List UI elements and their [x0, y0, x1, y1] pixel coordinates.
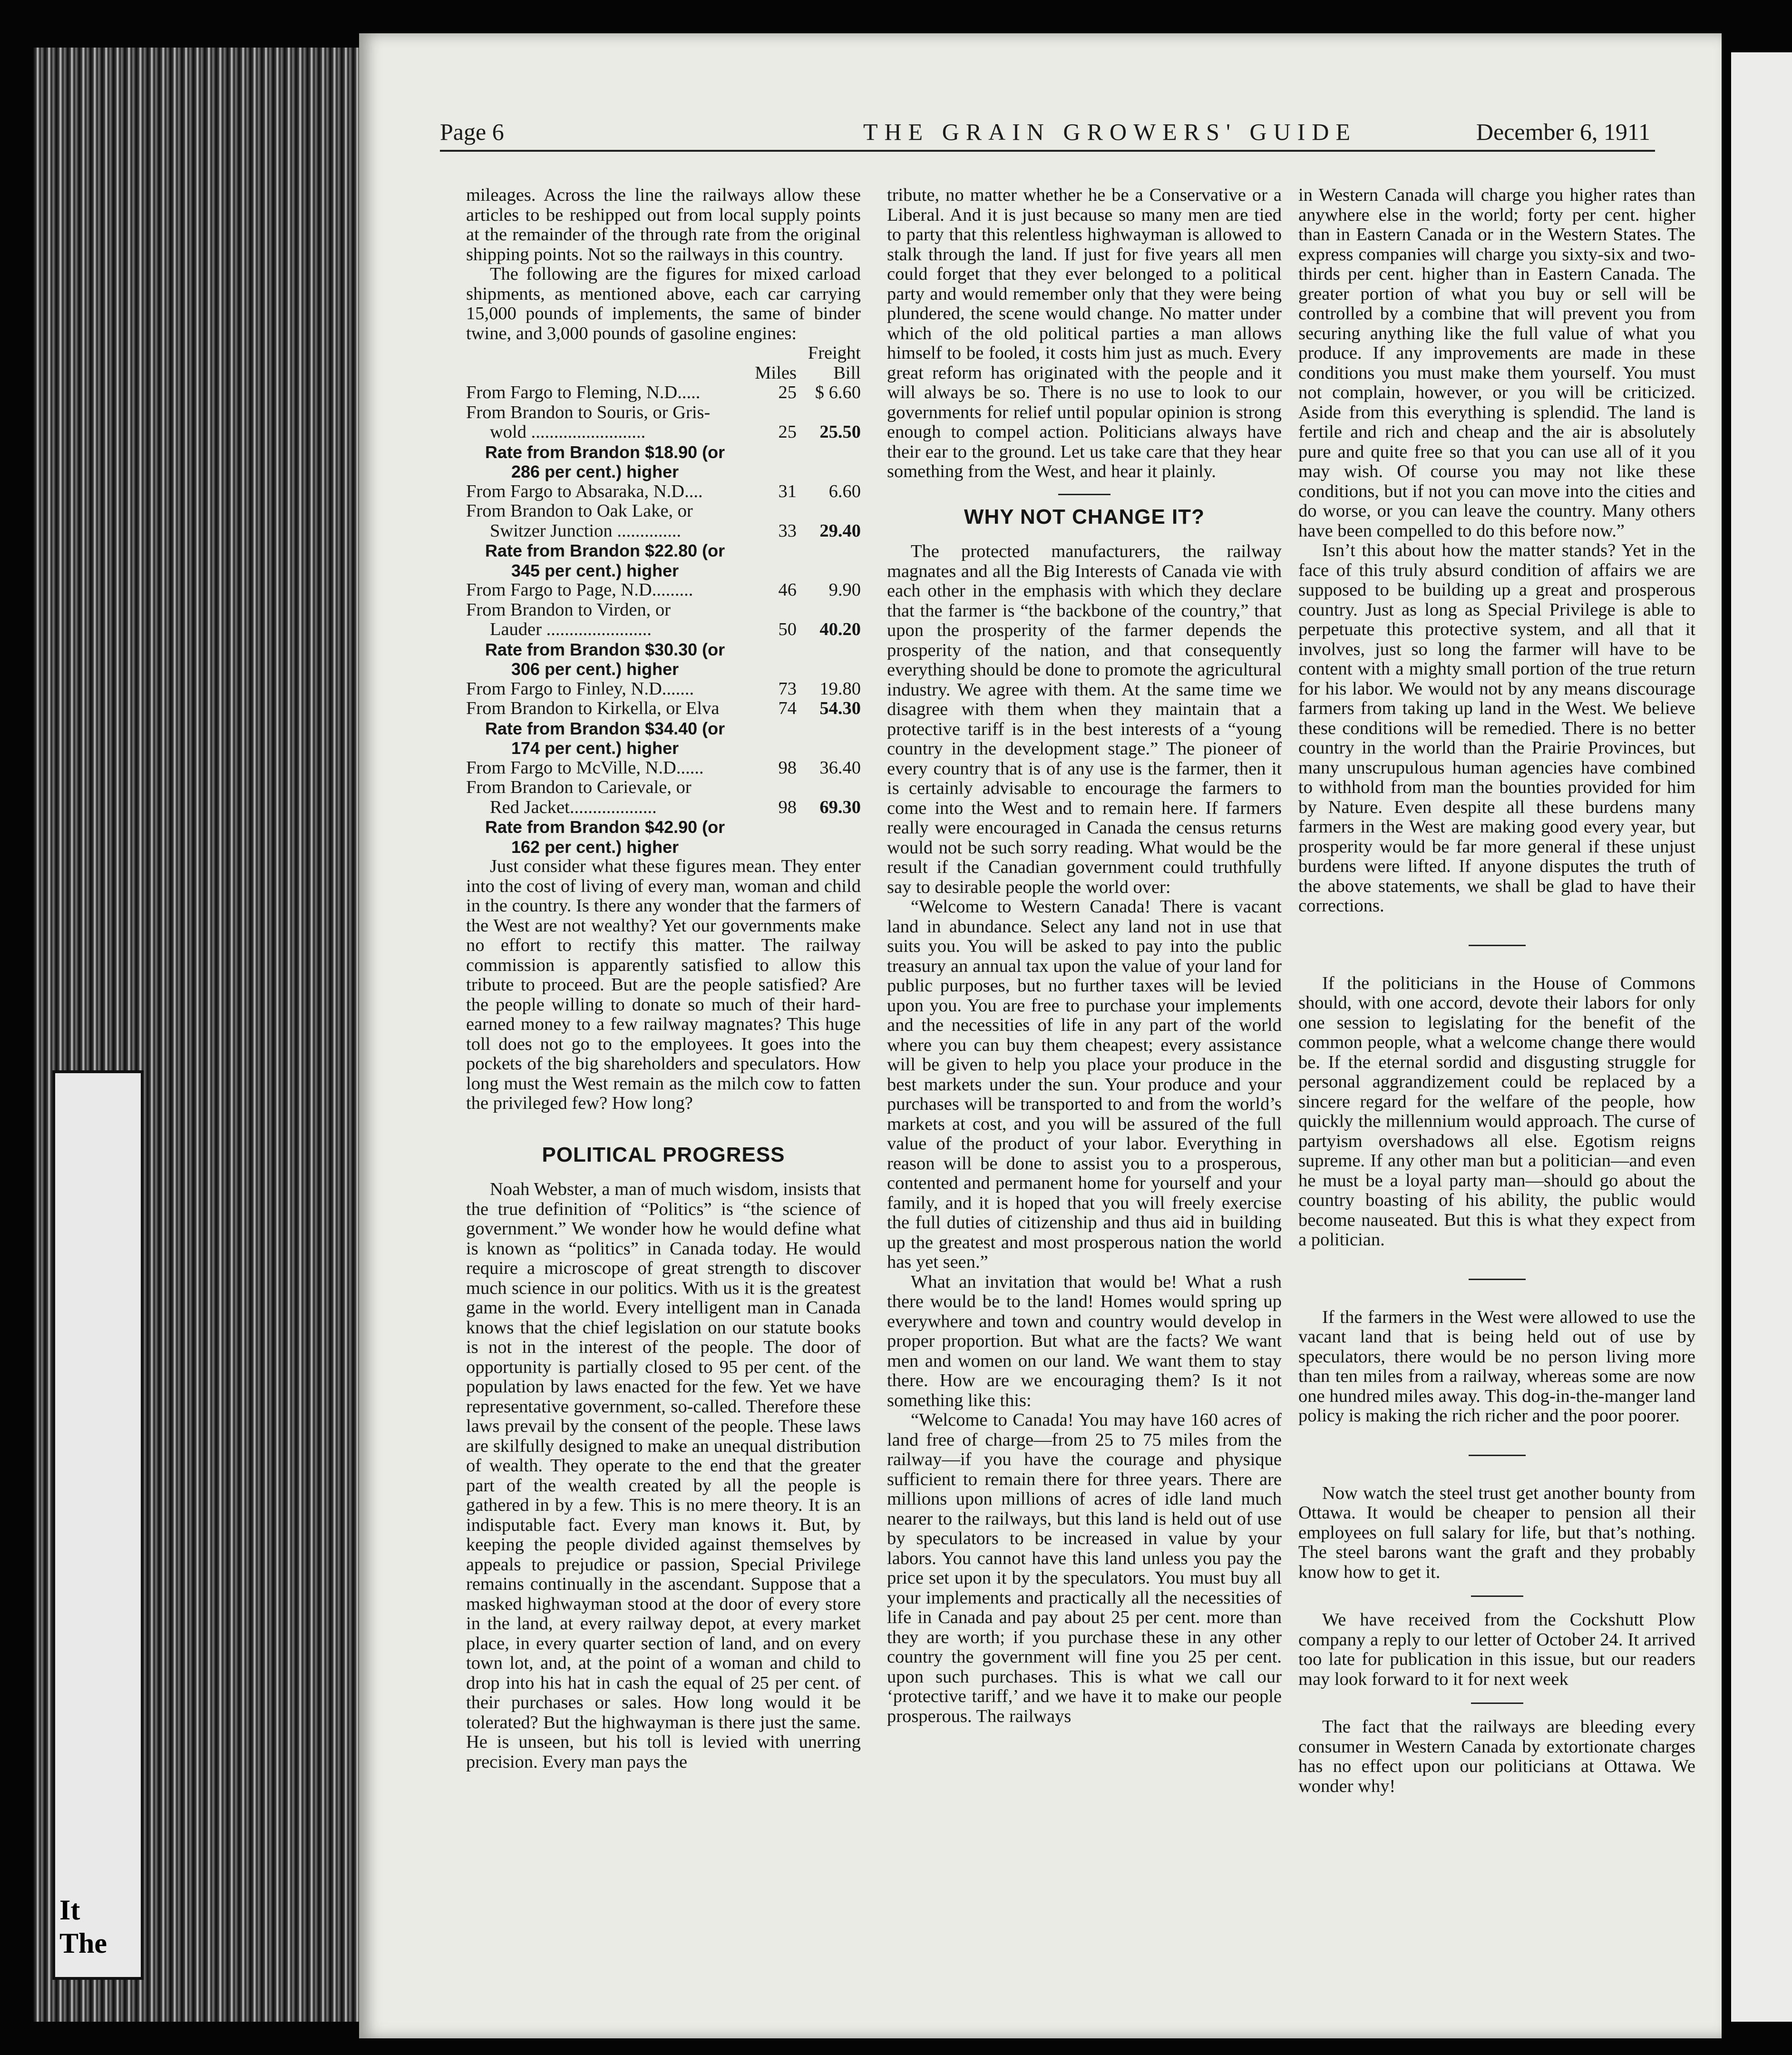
- miles-cell: 74: [778, 698, 797, 718]
- miles-cell: [735, 778, 797, 798]
- rate-difference-row: [466, 719, 861, 739]
- table-row: [466, 580, 861, 600]
- rate-difference-row: [466, 541, 861, 561]
- miles-cell: 98: [778, 797, 797, 817]
- paragraph: The following are the figures for mixed carload shipments, as mentioned above, each car carrying 15,000 pounds of implements, the same of binder twine, and 3,000 pounds of gasoline engines:: [466, 264, 861, 343]
- rate-difference-row: [466, 837, 861, 857]
- miles-cell: 46: [778, 580, 797, 600]
- column-2: [887, 186, 1282, 1726]
- route-cell: From Brandon to Carievale, or: [466, 777, 691, 797]
- route-cell: Lauder .......................: [490, 619, 652, 639]
- bill-cell: 69.30: [819, 797, 861, 817]
- newspaper-page: [359, 33, 1722, 2038]
- table-row: [466, 482, 861, 502]
- bill-cell: 9.90: [828, 580, 861, 600]
- divider: [1469, 1455, 1526, 1456]
- table-row: [466, 679, 861, 699]
- paragraph: Now watch the steel trust get another bounty from Ottawa. It would be cheaper to pension all their employees on full salary for life, but that’s nothing. The steel barons want the graft and they probably know how to get it.: [1298, 1483, 1695, 1582]
- section-heading: WHY NOT CHANGE IT?: [964, 505, 1205, 528]
- rate-difference-row: [466, 659, 861, 679]
- paragraph: mileages. Across the line the railways allow these articles to be reshipped out from local supply points at the remainder of the through rate from the original shipping points. Not so the railways in this country.: [466, 185, 861, 264]
- bill-header: Bill: [833, 362, 861, 383]
- masthead: THE GRAIN GROWERS' GUIDE: [863, 118, 1357, 145]
- paragraph: We have received from the Cockshutt Plow company a reply to our letter of October 24. It arrived too late for publication in this issue, but our readers may look forward to it for next week: [1298, 1610, 1695, 1689]
- table-row: [466, 403, 861, 423]
- route-cell: From Fargo to Fleming, N.D.....: [466, 382, 701, 402]
- section-heading: POLITICAL PROGRESS: [542, 1143, 785, 1166]
- divider: [1471, 1595, 1523, 1597]
- issue-date: December 6, 1911: [1476, 118, 1650, 145]
- bill-cell: 19.80: [819, 678, 861, 699]
- book-page-edges: [33, 48, 361, 2022]
- route-cell: From Brandon to Souris, or Gris-: [466, 402, 711, 422]
- paragraph: Noah Webster, a man of much wisdom, insists that the true definition of “Politics” is “the science of government.” We wonder how he would define what is known as “politics” in Canada today. He would require a microscope of great strength to discover much science in our politics. With us it is the greatest game in the world. Every intelligent man in Canada knows that the chief legislation on our statute books is not in the interest of the people. The door of opportunity is partially closed to 95 per cent. of the population by laws enacted for the few. Yet we have representative government, so-called. Therefore these laws prevail by the consent of the people. These laws are skilfully designed to make an unequal distribution of wealth. They operate to the end that the greater part of the wealth created by all the people is gathered in by a few. This is no mere theory. It is an indisputable fact. Every man knows it. But, by keeping the people divided against themselves by appeals to prejudice or passion, Special Privilege remains continually in the ascendant. Suppose that a masked highwayman stood at the door of every store in the land, at every railway depot, at every market place, in every quarter section of land, and on every town lot, and, at the point of a woman and child to drop into his hat in cash the equal of 25 per cent. of their purchases or sales. How long would it be tolerated? But the highwayman is there just the same. He is unseen, but his toll is levied with unerring precision. Every man pays the: [466, 1179, 861, 1772]
- rate-difference-text: Rate from Brandon $34.40 (or: [485, 718, 725, 738]
- rate-difference-row: [466, 817, 861, 837]
- miles-cell: [735, 600, 797, 620]
- table-row: [466, 620, 861, 640]
- paragraph: “Welcome to Western Canada! There is vacant land in abundance. Select any land not in use that suits you. You will be asked to pay into the public treasury an annual tax upon the value of your land for public purposes, but no further taxes will be levied upon you. You are free to purchase your implements and the necessities of life in any part of the world where you can buy them cheapest; every assistance will be given to help you place your produce in the best markets under the sun. Your produce and your purchases will be transported to and from the world’s markets at cost, and you will be assured of the full value of the product of your labor. Everything in reason will be done to assist you to a prosperous, contented and permanent home for yourself and your family, and it is hoped that you will freely exercise the full duties of citizenship and thus aid in building up the greatest and most prosperous nation the world has yet seen.”: [887, 897, 1282, 1272]
- rate-difference-text: 162 per cent.) higher: [511, 837, 679, 857]
- rate-difference-text: 345 per cent.) higher: [511, 560, 679, 580]
- table-header-row: [466, 363, 861, 383]
- column-3: [1298, 186, 1695, 1796]
- table-row: [466, 699, 861, 719]
- divider: [1469, 945, 1526, 946]
- miles-cell: 31: [778, 481, 797, 501]
- next-page-edge: [1731, 52, 1792, 2022]
- table-row: [466, 600, 861, 620]
- column-1: [466, 186, 861, 1772]
- bill-cell: 36.40: [819, 757, 861, 778]
- paragraph: The fact that the railways are bleeding every consumer in Western Canada by extortionate charges has no effect upon our politicians at Ottawa. We wonder why!: [1298, 1717, 1695, 1796]
- header-rule: [440, 150, 1655, 152]
- divider: [1058, 494, 1110, 495]
- route-cell: From Fargo to McVille, N.D......: [466, 757, 704, 778]
- bill-cell: $ 6.60: [815, 382, 861, 402]
- table-row: [466, 383, 861, 403]
- divider: [1469, 1279, 1526, 1280]
- rate-difference-text: 306 per cent.) higher: [511, 659, 679, 679]
- rate-difference-text: Rate from Brandon $30.30 (or: [485, 639, 725, 659]
- rate-difference-row: [466, 561, 861, 581]
- route-cell: Red Jacket...................: [490, 797, 657, 817]
- table-row: [466, 778, 861, 798]
- paragraph: in Western Canada will charge you higher rates than anywhere else in the world; forty per cent. higher than in Eastern Canada or in the Western States. The express companies will charge you sixty-six and two-thirds per cent. higher than in Eastern Canada. The greater portion of what you buy or sell will be controlled by a combine that will prevent you from securing anything like the full value of what you produce. If any improvements are made in these conditions you must make them yourself. You must not complain, however, or you will be criticized. Aside from this everything is splendid. The land is fertile and rich and cheap and the air is absolutely pure and quite free so that you can use all of it you may wish. Of course you may not like these conditions, but if not you can move into the cities and do worse, or you can leave the country. Many others have been compelled to do this before now.”: [1298, 185, 1695, 541]
- route-cell: wold .........................: [490, 422, 646, 442]
- rate-difference-text: Rate from Brandon $18.90 (or: [485, 442, 725, 462]
- paragraph: The protected manufacturers, the railway magnates and all the Big Interests of Canada vie with each other in the emphasis with which they declare that the farmer is “the backbone of the country,” that upon the prosperity of the farmer depends the prosperity of the nation, and that consequently everything should be done to promote the agricultural industry. We agree with them. At the same time we disagree with them when they maintain that a protective tariff is in the best interests of a “young country in the development stage.” The pioneer of every country that is of any use is the farmer, then it is certainly advisable to encourage the farmers to come into the West and to remain here. If farmers really were encouraged in Canada the census returns would not be such sorry reading. What would be the result if the Canadian government could truthfully say to desirable people the world over:: [887, 541, 1282, 897]
- route-cell: From Fargo to Finley, N.D.......: [466, 678, 694, 699]
- miles-cell: 25: [778, 382, 797, 402]
- miles-cell: 50: [778, 619, 797, 639]
- table-row: [466, 758, 861, 778]
- rate-difference-text: 174 per cent.) higher: [511, 738, 679, 758]
- rate-difference-row: [466, 640, 861, 660]
- miles-cell: [735, 501, 797, 521]
- bill-cell: 6.60: [828, 481, 861, 501]
- miles-cell: 98: [778, 757, 797, 778]
- bill-cell: [797, 403, 861, 423]
- left-page-text: It The: [59, 1894, 107, 1959]
- paragraph: What an invitation that would be! What a rush there would be to the land! Homes would spring up everywhere and town and country would develop in proper proportion. But what are the facts? We want men and women on our land. We want them to stay there. How are we encouraging them? Is it not something like this:: [887, 1272, 1282, 1410]
- paragraph: tribute, no matter whether he be a Conservative or a Liberal. And it is just because so many men are tied to party that this relentless highwayman is allowed to stalk through the land. If just for five years all men could forget that they ever belonged to a political party and would remember only that they were being plundered, the scene would change. No matter under which of the old political parties a man allows himself to be fooled, it costs him just as much. Every great reform has originated with the people and it will always be so. There is no use to look to our governments for relief until popular opinion is strong enough to compel action. Politicians always have their ear to the ground. Let us take care that they hear something from the West, and hear it plainly.: [887, 185, 1282, 481]
- bill-cell: [797, 778, 861, 798]
- miles-cell: 73: [778, 678, 797, 699]
- route-cell: From Brandon to Virden, or: [466, 599, 671, 620]
- page-number: Page 6: [440, 118, 504, 145]
- route-cell: From Fargo to Page, N.D.........: [466, 580, 693, 600]
- page-header: [359, 118, 1722, 147]
- table-row: [466, 798, 861, 818]
- miles-cell: 33: [778, 520, 797, 541]
- table-row: [466, 422, 861, 442]
- bill-cell: 54.30: [819, 698, 861, 718]
- rate-difference-text: Rate from Brandon $42.90 (or: [485, 817, 725, 837]
- bill-cell: 29.40: [819, 520, 861, 541]
- paragraph: Just consider what these figures mean. They enter into the cost of living of every man, woman and child in the country. Is there any wonder that the farmers of the West are not wealthy? Yet our governments make no effort to rectify this matter. The railway commission is apparently satisfied to allow this tribute to proceed. But are the people satisfied? Are the people willing to donate so much of their hard-earned money to a few railway magnates? This huge toll does not go to the employees. It goes into the pockets of the big shareholders and speculators. How long must the West remain as the milch cow to fatten the privileged few? How long?: [466, 856, 861, 1113]
- rate-difference-row: [466, 442, 861, 462]
- route-cell: From Brandon to Oak Lake, or: [466, 501, 693, 521]
- rate-difference-row: [466, 462, 861, 482]
- rate-difference-text: 286 per cent.) higher: [511, 462, 679, 481]
- route-cell: From Fargo to Absaraka, N.D....: [466, 481, 703, 501]
- freight-rates-table: [466, 343, 861, 857]
- freight-header: Freight: [808, 343, 861, 363]
- route-cell: Switzer Junction ..............: [490, 520, 682, 541]
- bill-cell: 25.50: [819, 422, 861, 442]
- paragraph: “Welcome to Canada! You may have 160 acres of land free of charge—from 25 to 75 miles from the railway—if you have the courage and physique sufficient to remain there for three years. There are millions upon millions of acres of idle land much nearer to the railways, but this land is held out of use by speculators to be increased in value by your labors. You cannot have this land unless you pay the price set upon it by the speculators. You must buy all your implements and practically all the necessities of life in Canada and pay about 25 per cent. more than they are worth; if you purchase these in any other country the government will fine you 25 per cent. upon such purchases. This is what we call our ‘protective tariff,’ and we have it to make our people prosperous. The railways: [887, 1410, 1282, 1726]
- bill-cell: [797, 600, 861, 620]
- route-cell: From Brandon to Kirkella, or Elva: [466, 698, 720, 718]
- divider: [1471, 1703, 1523, 1704]
- rate-difference-row: [466, 738, 861, 758]
- bill-cell: [797, 501, 861, 521]
- table-header-row: [466, 343, 861, 363]
- paragraph: If the farmers in the West were allowed to use the vacant land that is being held out of use by speculators, there would be no person living more than ten miles from a railway, whereas some are now one hundred miles away. This dog-in-the-manger land policy is making the rich richer and the poor poorer.: [1298, 1307, 1695, 1426]
- miles-header: Miles: [755, 362, 797, 383]
- paragraph: Isn’t this about how the matter stands? Yet in the face of this truly absurd condition of affairs we are supposed to be building up a great and prosperous country. Just as long as Special Privilege is able to perpetuate this protective system, and all that it involves, just so long the farmer will have to be content with a mighty small portion of the true return for his labor. We would not by any means discourage farmers from taking up land in the West. We believe these conditions will be remedied. There is no better country in the world than the Prairie Provinces, but many unscrupulous human agencies have combined to withhold from man the bounties provided for him by Nature. Even despite all these burdens many farmers in the West are making good every year, but prosperity would be far more general if these unjust burdens were lifted. If anyone disputes the truth of the above statements, we shall be glad to have their corrections.: [1298, 540, 1695, 916]
- table-row: [466, 501, 861, 521]
- left-page-fragment: [52, 1070, 144, 1980]
- table-row: [466, 521, 861, 541]
- paragraph: If the politicians in the House of Commons should, with one accord, devote their labors for only one session to legislating for the benefit of the common people, what a welcome change there would be. If the eternal sordid and disgusting struggle for personal aggrandizement could be replaced by a sincere regard for the welfare of the people, how quickly the millennium would approach. The curse of partyism overshadows all else. Egotism reigns supreme. If any other man but a politician—and even he must be a loyal party man—should go about the country boasting of his ability, the public would become nauseated. But this is what they expect from a politician.: [1298, 973, 1695, 1250]
- bill-cell: 40.20: [819, 619, 861, 639]
- rate-difference-text: Rate from Brandon $22.80 (or: [485, 541, 725, 560]
- miles-cell: [735, 403, 797, 423]
- miles-cell: 25: [778, 422, 797, 442]
